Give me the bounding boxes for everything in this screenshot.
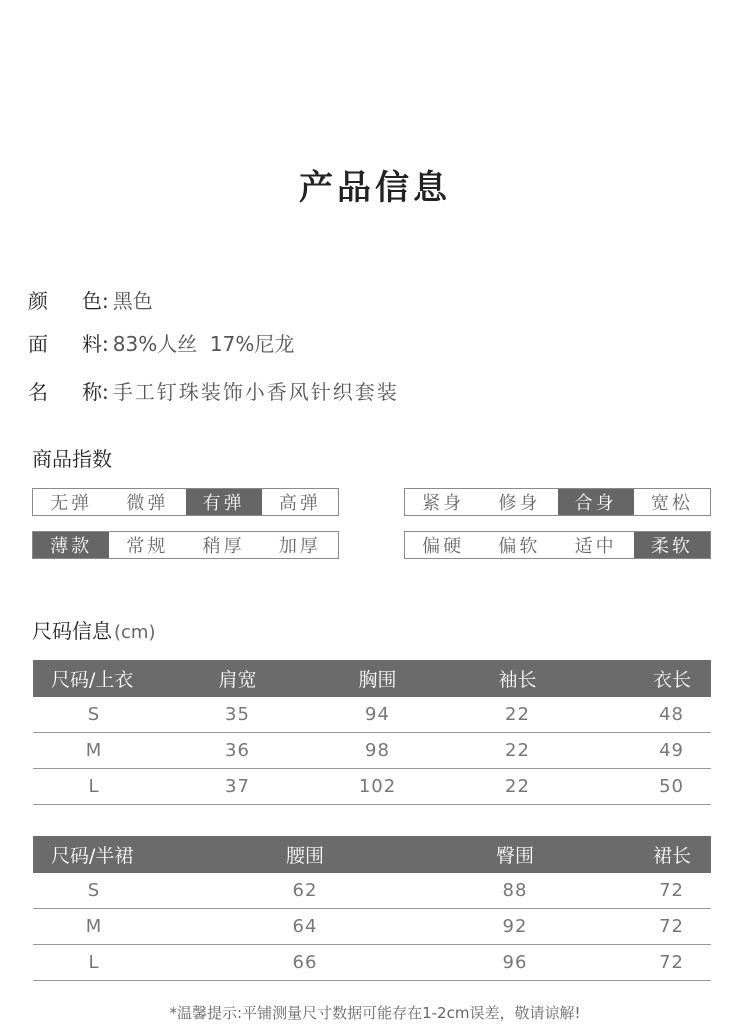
top-cell: 48 — [600, 697, 711, 733]
skirt-header-cell: 腰围 — [155, 836, 455, 873]
top-cell: 22 — [435, 769, 600, 805]
top-cell: 37 — [155, 769, 320, 805]
name-value: 手工钉珠装饰小香风针织套装 — [112, 380, 399, 404]
skirt-header-cell: 臀围 — [455, 836, 575, 873]
top-header-cell: 胸围 — [320, 660, 435, 697]
skirt-cell: 72 — [575, 873, 711, 909]
size-info-unit: (cm) — [114, 622, 156, 643]
skirt-size-table — [33, 836, 711, 981]
skirt-cell: 66 — [155, 945, 455, 981]
fit-scale — [404, 488, 711, 516]
table-row — [33, 873, 711, 909]
elasticity-option: 微弹 — [126, 493, 169, 514]
softness-scale — [404, 531, 711, 559]
skirt-cell: M — [33, 909, 155, 945]
top-cell: 98 — [320, 733, 435, 769]
name-colon: : — [102, 380, 109, 404]
fit-option: 修身 — [498, 493, 541, 514]
material-label-a: 面 — [28, 332, 48, 356]
softness-option: 柔软 — [634, 532, 710, 558]
skirt-cell: 96 — [455, 945, 575, 981]
name-label-b: 称 — [82, 380, 102, 404]
top-header-cell: 肩宽 — [155, 660, 320, 697]
thickness-option: 加厚 — [278, 536, 321, 557]
softness-option: 偏硬 — [422, 536, 465, 557]
skirt-cell: 64 — [155, 909, 455, 945]
color-label-b: 色 — [82, 289, 102, 313]
top-size-header-row — [33, 660, 711, 697]
color-value: 黑色 — [112, 289, 153, 313]
skirt-header-cell: 尺码/半裙 — [33, 836, 155, 873]
top-header-cell: 衣长 — [600, 660, 711, 697]
elasticity-option: 高弹 — [278, 493, 321, 514]
thickness-scale — [32, 531, 339, 559]
top-cell: 36 — [155, 733, 320, 769]
top-header-cell: 尺码/上衣 — [33, 660, 155, 697]
material-label-b: 料 — [82, 332, 102, 356]
fit-option: 宽松 — [650, 493, 693, 514]
top-cell: L — [33, 769, 155, 805]
skirt-size-header-row — [33, 836, 711, 873]
skirt-cell: 72 — [575, 945, 711, 981]
top-cell: 94 — [320, 697, 435, 733]
fit-option: 合身 — [558, 489, 634, 515]
color-label-a: 颜 — [28, 289, 48, 313]
size-info-title: 尺码信息 — [32, 619, 112, 643]
color-colon: : — [102, 289, 109, 313]
top-cell: 102 — [320, 769, 435, 805]
table-row — [33, 769, 711, 805]
thickness-option: 稍厚 — [202, 536, 245, 557]
thickness-option: 薄款 — [33, 532, 109, 558]
material-value: 83%人丝 17%尼龙 — [112, 332, 295, 356]
top-cell: 35 — [155, 697, 320, 733]
softness-option: 偏软 — [498, 536, 541, 557]
top-cell: M — [33, 733, 155, 769]
top-cell: 22 — [435, 733, 600, 769]
elasticity-option: 无弹 — [50, 493, 93, 514]
skirt-cell: L — [33, 945, 155, 981]
skirt-cell: S — [33, 873, 155, 909]
elasticity-option: 有弹 — [186, 489, 262, 515]
softness-option: 适中 — [574, 536, 617, 557]
table-row — [33, 697, 711, 733]
skirt-cell: 72 — [575, 909, 711, 945]
skirt-cell: 92 — [455, 909, 575, 945]
table-row — [33, 909, 711, 945]
color-row — [28, 285, 153, 314]
measurement-note: *温馨提示:平铺测量尺寸数据可能存在1-2cm误差，敬请谅解! — [169, 1004, 581, 1022]
skirt-cell: 88 — [455, 873, 575, 909]
page-title: 产品信息 — [299, 168, 451, 208]
elasticity-scale — [32, 488, 339, 516]
top-size-table — [33, 660, 711, 805]
top-cell: 49 — [600, 733, 711, 769]
skirt-cell: 62 — [155, 873, 455, 909]
name-label-a: 名 — [28, 380, 48, 404]
table-row — [33, 945, 711, 981]
top-header-cell: 袖长 — [435, 660, 600, 697]
top-cell: 50 — [600, 769, 711, 805]
fit-option: 紧身 — [422, 493, 465, 514]
skirt-header-cell: 裙长 — [575, 836, 711, 873]
material-row — [28, 328, 294, 357]
top-cell: S — [33, 697, 155, 733]
material-colon: : — [102, 332, 109, 356]
indices-heading: 商品指数 — [32, 447, 112, 471]
top-cell: 22 — [435, 697, 600, 733]
size-info-heading — [32, 615, 155, 644]
thickness-option: 常规 — [126, 536, 169, 557]
table-row — [33, 733, 711, 769]
name-row — [28, 376, 399, 405]
